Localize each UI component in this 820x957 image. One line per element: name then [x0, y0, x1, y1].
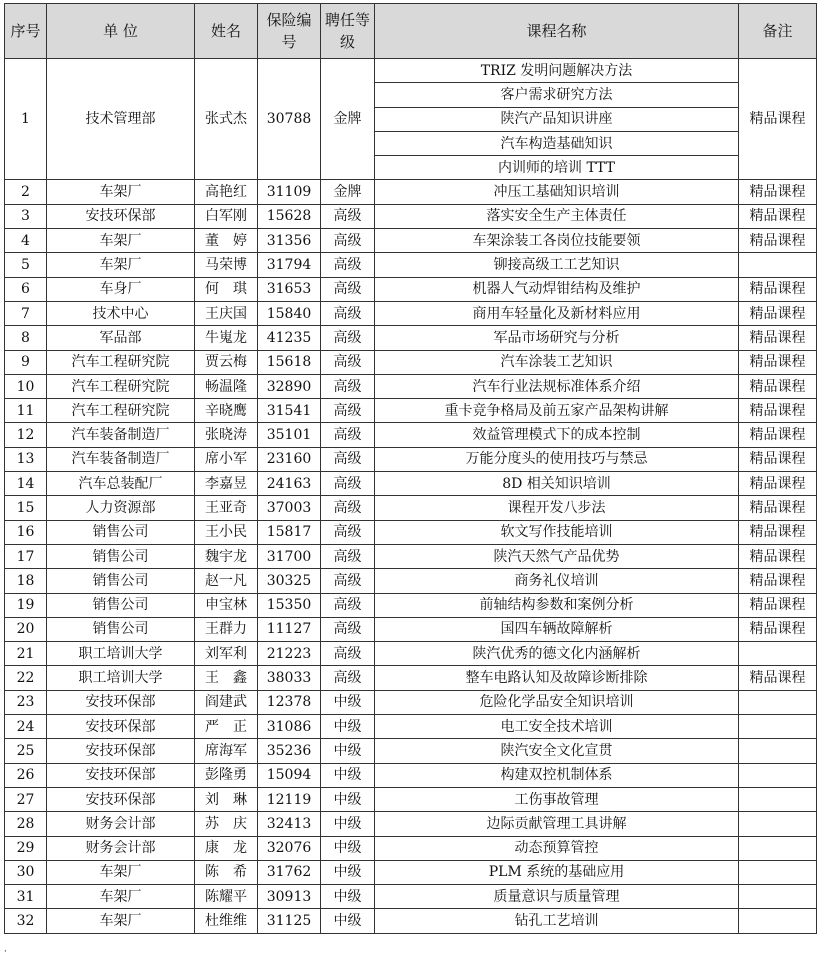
table-row	[5, 423, 817, 447]
cell-level: 高级	[321, 593, 375, 617]
cell-name: 牛嵬龙	[195, 326, 258, 350]
cell-remark: 精品课程	[739, 666, 817, 690]
table-row	[5, 59, 817, 83]
cell-name: 刘 琳	[195, 787, 258, 811]
cell-seq: 32	[5, 909, 47, 933]
cell-remark: 精品课程	[739, 569, 817, 593]
cell-insurance-no: 35101	[258, 423, 321, 447]
cell-name: 张晓涛	[195, 423, 258, 447]
header-name: 姓名	[195, 4, 258, 59]
cell-unit: 车架厂	[47, 885, 195, 909]
cell-course: 电工安全技术培训	[375, 715, 739, 739]
cell-name: 申宝林	[195, 593, 258, 617]
cell-course: 汽车构造基础知识	[375, 131, 739, 155]
cell-name: 白军刚	[195, 204, 258, 228]
cell-level: 中级	[321, 812, 375, 836]
cell-unit: 车架厂	[47, 909, 195, 933]
cell-unit: 车架厂	[47, 253, 195, 277]
cell-unit: 汽车工程研究院	[47, 350, 195, 374]
cell-name: 魏宇龙	[195, 544, 258, 568]
cell-unit: 车架厂	[47, 860, 195, 884]
cell-course: 汽车行业法规标准体系介绍	[375, 374, 739, 398]
cell-level: 高级	[321, 301, 375, 325]
cell-remark	[739, 690, 817, 714]
cell-course: 整车电路认知及故障诊断排除	[375, 666, 739, 690]
cell-unit: 汽车工程研究院	[47, 374, 195, 398]
cell-unit: 汽车总装配厂	[47, 472, 195, 496]
cell-level: 高级	[321, 447, 375, 471]
cell-unit: 安技环保部	[47, 690, 195, 714]
cell-remark: 精品课程	[739, 520, 817, 544]
cell-insurance-no: 30913	[258, 885, 321, 909]
table-row	[5, 617, 817, 641]
cell-remark	[739, 836, 817, 860]
table-row	[5, 253, 817, 277]
cell-seq: 16	[5, 520, 47, 544]
cell-unit: 安技环保部	[47, 739, 195, 763]
cell-unit: 车架厂	[47, 229, 195, 253]
cell-seq: 2	[5, 180, 47, 204]
cell-name: 阎建武	[195, 690, 258, 714]
cell-insurance-no: 31794	[258, 253, 321, 277]
cell-insurance-no: 32076	[258, 836, 321, 860]
cell-seq: 20	[5, 617, 47, 641]
cell-remark: 精品课程	[739, 544, 817, 568]
cell-course: 课程开发八步法	[375, 496, 739, 520]
cell-name: 苏 庆	[195, 812, 258, 836]
cell-level: 高级	[321, 544, 375, 568]
cell-unit: 财务会计部	[47, 836, 195, 860]
cell-name: 王 鑫	[195, 666, 258, 690]
cell-insurance-no: 31086	[258, 715, 321, 739]
cell-seq: 4	[5, 229, 47, 253]
cell-course: 铆接高级工工艺知识	[375, 253, 739, 277]
cell-name: 李嘉昱	[195, 472, 258, 496]
cell-unit: 安技环保部	[47, 787, 195, 811]
cell-insurance-no: 15094	[258, 763, 321, 787]
cell-seq: 24	[5, 715, 47, 739]
cell-level: 高级	[321, 472, 375, 496]
cell-insurance-no: 31125	[258, 909, 321, 933]
cell-insurance-no: 15350	[258, 593, 321, 617]
cell-name: 贾云梅	[195, 350, 258, 374]
cell-remark	[739, 715, 817, 739]
cell-name: 席海军	[195, 739, 258, 763]
cell-name: 康 龙	[195, 836, 258, 860]
cell-seq: 28	[5, 812, 47, 836]
cell-remark	[739, 885, 817, 909]
cell-unit: 人力资源部	[47, 496, 195, 520]
cell-name: 陈耀平	[195, 885, 258, 909]
cell-seq: 10	[5, 374, 47, 398]
cell-level: 高级	[321, 496, 375, 520]
cell-seq: 3	[5, 204, 47, 228]
cell-remark	[739, 253, 817, 277]
cell-course: 构建双控机制体系	[375, 763, 739, 787]
cell-remark: 精品课程	[739, 423, 817, 447]
cell-course: 万能分度头的使用技巧与禁忌	[375, 447, 739, 471]
table-row	[5, 593, 817, 617]
cell-unit: 技术管理部	[47, 59, 195, 180]
cell-name: 王群力	[195, 617, 258, 641]
cell-remark: 精品课程	[739, 472, 817, 496]
table-row	[5, 350, 817, 374]
cell-course: 军品市场研究与分析	[375, 326, 739, 350]
trainer-course-table	[4, 3, 817, 934]
table-row	[5, 520, 817, 544]
cell-unit: 军品部	[47, 326, 195, 350]
cell-course: 机器人气动焊钳结构及维护	[375, 277, 739, 301]
cell-level: 中级	[321, 885, 375, 909]
cell-course: 重卡竞争格局及前五家产品架构讲解	[375, 399, 739, 423]
cell-remark: 精品课程	[739, 374, 817, 398]
cell-seq: 29	[5, 836, 47, 860]
cell-level: 中级	[321, 787, 375, 811]
cell-unit: 车架厂	[47, 180, 195, 204]
cell-level: 高级	[321, 326, 375, 350]
cell-unit: 职工培训大学	[47, 666, 195, 690]
table-header	[5, 4, 817, 59]
cell-course: 危险化学品安全知识培训	[375, 690, 739, 714]
table-row	[5, 909, 817, 933]
cell-course: 车架涂装工各岗位技能要领	[375, 229, 739, 253]
cell-seq: 26	[5, 763, 47, 787]
cell-level: 金牌	[321, 180, 375, 204]
cell-name: 辛晓鹰	[195, 399, 258, 423]
cell-remark	[739, 739, 817, 763]
cell-level: 高级	[321, 666, 375, 690]
cell-insurance-no: 32890	[258, 374, 321, 398]
table-row	[5, 180, 817, 204]
header-remark: 备注	[739, 4, 817, 59]
cell-seq: 11	[5, 399, 47, 423]
cell-remark	[739, 812, 817, 836]
header-level: 聘任等级	[321, 4, 375, 59]
cell-insurance-no: 31109	[258, 180, 321, 204]
cell-course: 质量意识与质量管理	[375, 885, 739, 909]
table-row	[5, 229, 817, 253]
cell-remark: 精品课程	[739, 326, 817, 350]
cell-name: 陈 希	[195, 860, 258, 884]
cell-remark: 精品课程	[739, 180, 817, 204]
table-row	[5, 885, 817, 909]
cell-seq: 23	[5, 690, 47, 714]
cell-level: 中级	[321, 836, 375, 860]
cell-remark: 精品课程	[739, 593, 817, 617]
cell-remark: 精品课程	[739, 447, 817, 471]
cell-seq: 12	[5, 423, 47, 447]
cell-course: TRIZ 发明问题解决方法	[375, 59, 739, 83]
cell-level: 高级	[321, 399, 375, 423]
table-row	[5, 690, 817, 714]
cell-insurance-no: 31762	[258, 860, 321, 884]
cell-level: 中级	[321, 860, 375, 884]
cell-course: 动态预算管控	[375, 836, 739, 860]
cell-insurance-no: 12119	[258, 787, 321, 811]
table-body	[5, 59, 817, 934]
table-row	[5, 326, 817, 350]
cell-level: 高级	[321, 253, 375, 277]
table-row	[5, 763, 817, 787]
cell-remark: 精品课程	[739, 301, 817, 325]
cell-course: 钻孔工艺培训	[375, 909, 739, 933]
cell-unit: 技术中心	[47, 301, 195, 325]
table-row	[5, 204, 817, 228]
header-insurance-no: 保险编号	[258, 4, 321, 59]
cell-name: 何 琪	[195, 277, 258, 301]
table-row	[5, 472, 817, 496]
cell-seq: 30	[5, 860, 47, 884]
table-row	[5, 569, 817, 593]
cell-course: 陕汽安全文化宣贯	[375, 739, 739, 763]
cell-unit: 财务会计部	[47, 812, 195, 836]
cell-name: 彭隆勇	[195, 763, 258, 787]
cell-name: 席小军	[195, 447, 258, 471]
cell-insurance-no: 30325	[258, 569, 321, 593]
header-row	[5, 4, 817, 59]
cell-unit: 销售公司	[47, 569, 195, 593]
cell-level: 高级	[321, 374, 375, 398]
cell-course: 陕汽天然气产品优势	[375, 544, 739, 568]
cell-insurance-no: 32413	[258, 812, 321, 836]
cell-remark: 精品课程	[739, 59, 817, 180]
header-unit: 单 位	[47, 4, 195, 59]
cell-level: 高级	[321, 350, 375, 374]
cell-unit: 安技环保部	[47, 204, 195, 228]
cell-level: 中级	[321, 715, 375, 739]
cell-seq: 19	[5, 593, 47, 617]
cell-remark	[739, 787, 817, 811]
cell-level: 高级	[321, 423, 375, 447]
cell-unit: 安技环保部	[47, 715, 195, 739]
cell-course: 8D 相关知识培训	[375, 472, 739, 496]
table-row	[5, 447, 817, 471]
cell-name: 马荣博	[195, 253, 258, 277]
cell-insurance-no: 30788	[258, 59, 321, 180]
cell-seq: 8	[5, 326, 47, 350]
cell-level: 高级	[321, 520, 375, 544]
cell-seq: 31	[5, 885, 47, 909]
cell-remark	[739, 642, 817, 666]
table-row	[5, 399, 817, 423]
header-seq: 序号	[5, 4, 47, 59]
cell-course: 陕汽优秀的德文化内涵解析	[375, 642, 739, 666]
cell-seq: 7	[5, 301, 47, 325]
cell-unit: 安技环保部	[47, 763, 195, 787]
table-row	[5, 374, 817, 398]
cell-insurance-no: 11127	[258, 617, 321, 641]
table-row	[5, 301, 817, 325]
cell-seq: 5	[5, 253, 47, 277]
cell-seq: 15	[5, 496, 47, 520]
cell-seq: 1	[5, 59, 47, 180]
cell-name: 董 婷	[195, 229, 258, 253]
cell-insurance-no: 15618	[258, 350, 321, 374]
cell-course: 前轴结构参数和案例分析	[375, 593, 739, 617]
cell-remark: 精品课程	[739, 496, 817, 520]
table-row	[5, 836, 817, 860]
cell-seq: 22	[5, 666, 47, 690]
cell-name: 王亚奇	[195, 496, 258, 520]
cell-level: 中级	[321, 690, 375, 714]
cell-course: 软文写作技能培训	[375, 520, 739, 544]
table-row	[5, 642, 817, 666]
cell-insurance-no: 41235	[258, 326, 321, 350]
cell-level: 高级	[321, 617, 375, 641]
cell-unit: 汽车装备制造厂	[47, 447, 195, 471]
cell-seq: 14	[5, 472, 47, 496]
cell-insurance-no: 24163	[258, 472, 321, 496]
cell-remark	[739, 860, 817, 884]
footer-mark: ·	[4, 947, 7, 957]
cell-unit: 销售公司	[47, 617, 195, 641]
cell-level: 高级	[321, 229, 375, 253]
cell-name: 高艳红	[195, 180, 258, 204]
cell-course: 工伤事故管理	[375, 787, 739, 811]
cell-remark: 精品课程	[739, 617, 817, 641]
cell-level: 中级	[321, 909, 375, 933]
cell-course: 边际贡献管理工具讲解	[375, 812, 739, 836]
cell-seq: 27	[5, 787, 47, 811]
cell-insurance-no: 15628	[258, 204, 321, 228]
cell-name: 赵一凡	[195, 569, 258, 593]
cell-seq: 18	[5, 569, 47, 593]
cell-course: 冲压工基础知识培训	[375, 180, 739, 204]
cell-remark: 精品课程	[739, 350, 817, 374]
cell-insurance-no: 23160	[258, 447, 321, 471]
table-row	[5, 544, 817, 568]
cell-insurance-no: 21223	[258, 642, 321, 666]
cell-remark: 精品课程	[739, 277, 817, 301]
cell-seq: 17	[5, 544, 47, 568]
cell-name: 杜维维	[195, 909, 258, 933]
table-row	[5, 277, 817, 301]
cell-insurance-no: 12378	[258, 690, 321, 714]
cell-unit: 销售公司	[47, 520, 195, 544]
cell-seq: 25	[5, 739, 47, 763]
cell-insurance-no: 31541	[258, 399, 321, 423]
table-row	[5, 812, 817, 836]
cell-name: 畅温隆	[195, 374, 258, 398]
cell-course: 陕汽产品知识讲座	[375, 107, 739, 131]
cell-course: 效益管理模式下的成本控制	[375, 423, 739, 447]
cell-name: 王庆国	[195, 301, 258, 325]
header-course: 课程名称	[375, 4, 739, 59]
cell-insurance-no: 15840	[258, 301, 321, 325]
cell-remark: 精品课程	[739, 399, 817, 423]
table-row	[5, 787, 817, 811]
cell-course: 内训师的培训 TTT	[375, 156, 739, 180]
table-row	[5, 739, 817, 763]
cell-course: 汽车涂装工艺知识	[375, 350, 739, 374]
cell-insurance-no: 37003	[258, 496, 321, 520]
cell-insurance-no: 31700	[258, 544, 321, 568]
cell-remark	[739, 763, 817, 787]
cell-seq: 13	[5, 447, 47, 471]
cell-seq: 6	[5, 277, 47, 301]
cell-seq: 9	[5, 350, 47, 374]
cell-name: 严 正	[195, 715, 258, 739]
cell-course: 客户需求研究方法	[375, 83, 739, 107]
cell-insurance-no: 31653	[258, 277, 321, 301]
cell-insurance-no: 31356	[258, 229, 321, 253]
cell-unit: 车身厂	[47, 277, 195, 301]
cell-level: 金牌	[321, 59, 375, 180]
table-row	[5, 860, 817, 884]
cell-course: PLM 系统的基础应用	[375, 860, 739, 884]
cell-seq: 21	[5, 642, 47, 666]
cell-name: 刘军利	[195, 642, 258, 666]
cell-unit: 汽车装备制造厂	[47, 423, 195, 447]
cell-name: 张式杰	[195, 59, 258, 180]
cell-insurance-no: 35236	[258, 739, 321, 763]
cell-unit: 销售公司	[47, 544, 195, 568]
cell-level: 中级	[321, 739, 375, 763]
cell-remark: 精品课程	[739, 204, 817, 228]
cell-remark: 精品课程	[739, 229, 817, 253]
cell-course: 商务礼仪培训	[375, 569, 739, 593]
table-row	[5, 715, 817, 739]
cell-level: 中级	[321, 763, 375, 787]
cell-level: 高级	[321, 569, 375, 593]
cell-insurance-no: 15817	[258, 520, 321, 544]
cell-level: 高级	[321, 277, 375, 301]
cell-unit: 汽车工程研究院	[47, 399, 195, 423]
cell-course: 商用车轻量化及新材料应用	[375, 301, 739, 325]
cell-course: 落实安全生产主体责任	[375, 204, 739, 228]
cell-name: 王小民	[195, 520, 258, 544]
cell-unit: 职工培训大学	[47, 642, 195, 666]
cell-level: 高级	[321, 642, 375, 666]
table-row	[5, 496, 817, 520]
table-row	[5, 666, 817, 690]
cell-course: 国四车辆故障解析	[375, 617, 739, 641]
cell-remark	[739, 909, 817, 933]
cell-level: 高级	[321, 204, 375, 228]
cell-insurance-no: 38033	[258, 666, 321, 690]
cell-unit: 销售公司	[47, 593, 195, 617]
